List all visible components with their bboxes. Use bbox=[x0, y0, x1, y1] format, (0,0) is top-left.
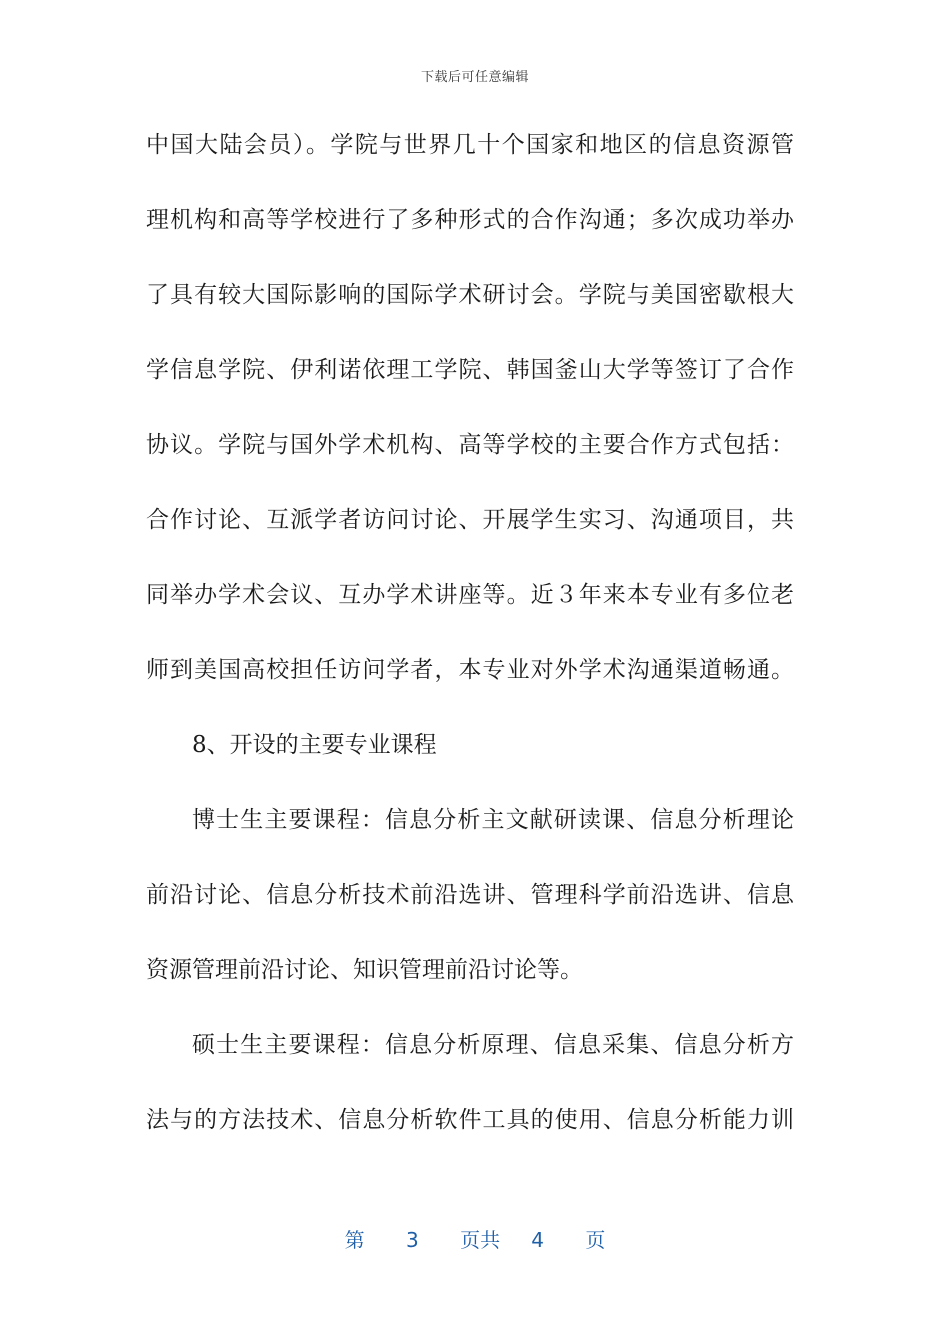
document-body bbox=[146, 124, 794, 1174]
text-line: 同举办学术会议、互办学术讲座等。近３年来本专业有多位老 bbox=[146, 582, 794, 608]
text-line: 法与的方法技术、信息分析软件工具的使用、信息分析能力训 bbox=[146, 1107, 794, 1133]
text-line: 理机构和高等学校进行了多种形式的合作沟通；多次成功举办 bbox=[146, 207, 794, 233]
text-line: 前沿讨论、信息分析技术前沿选讲、管理科学前沿选讲、信息 bbox=[146, 882, 794, 908]
text-line: 硕士生主要课程：信息分析原理、信息采集、信息分析方 bbox=[192, 1032, 794, 1058]
text-line: 合作讨论、互派学者访问讨论、开展学生实习、沟通项目，共 bbox=[146, 507, 794, 533]
section-heading: 8、开设的主要专业课程 bbox=[192, 732, 437, 758]
page-prefix: 第 bbox=[344, 1228, 365, 1252]
text-line: 博士生主要课程：信息分析主文献研读课、信息分析理论 bbox=[192, 807, 794, 833]
text-line: 学信息学院、伊利诺依理工学院、韩国釜山大学等签订了合作 bbox=[146, 357, 794, 383]
page-middle: 页共 bbox=[460, 1228, 501, 1252]
text-line: 师到美国高校担任访问学者，本专业对外学术沟通渠道畅通。 bbox=[146, 657, 794, 683]
total-pages-number: 4 bbox=[531, 1228, 544, 1252]
header-note: 下载后可任意编辑 bbox=[420, 70, 529, 85]
page-footer bbox=[0, 1224, 950, 1253]
text-line: 资源管理前沿讨论、知识管理前沿讨论等。 bbox=[146, 957, 583, 983]
page-suffix: 页 bbox=[585, 1228, 606, 1252]
text-line: 了具有较大国际影响的国际学术研讨会。学院与美国密歇根大 bbox=[146, 282, 794, 308]
text-line: 中国大陆会员）。学院与世界几十个国家和地区的信息资源管 bbox=[146, 132, 794, 158]
text-line: 协议。学院与国外学术机构、高等学校的主要合作方式包括： bbox=[146, 432, 794, 458]
current-page-number: 3 bbox=[406, 1228, 419, 1252]
